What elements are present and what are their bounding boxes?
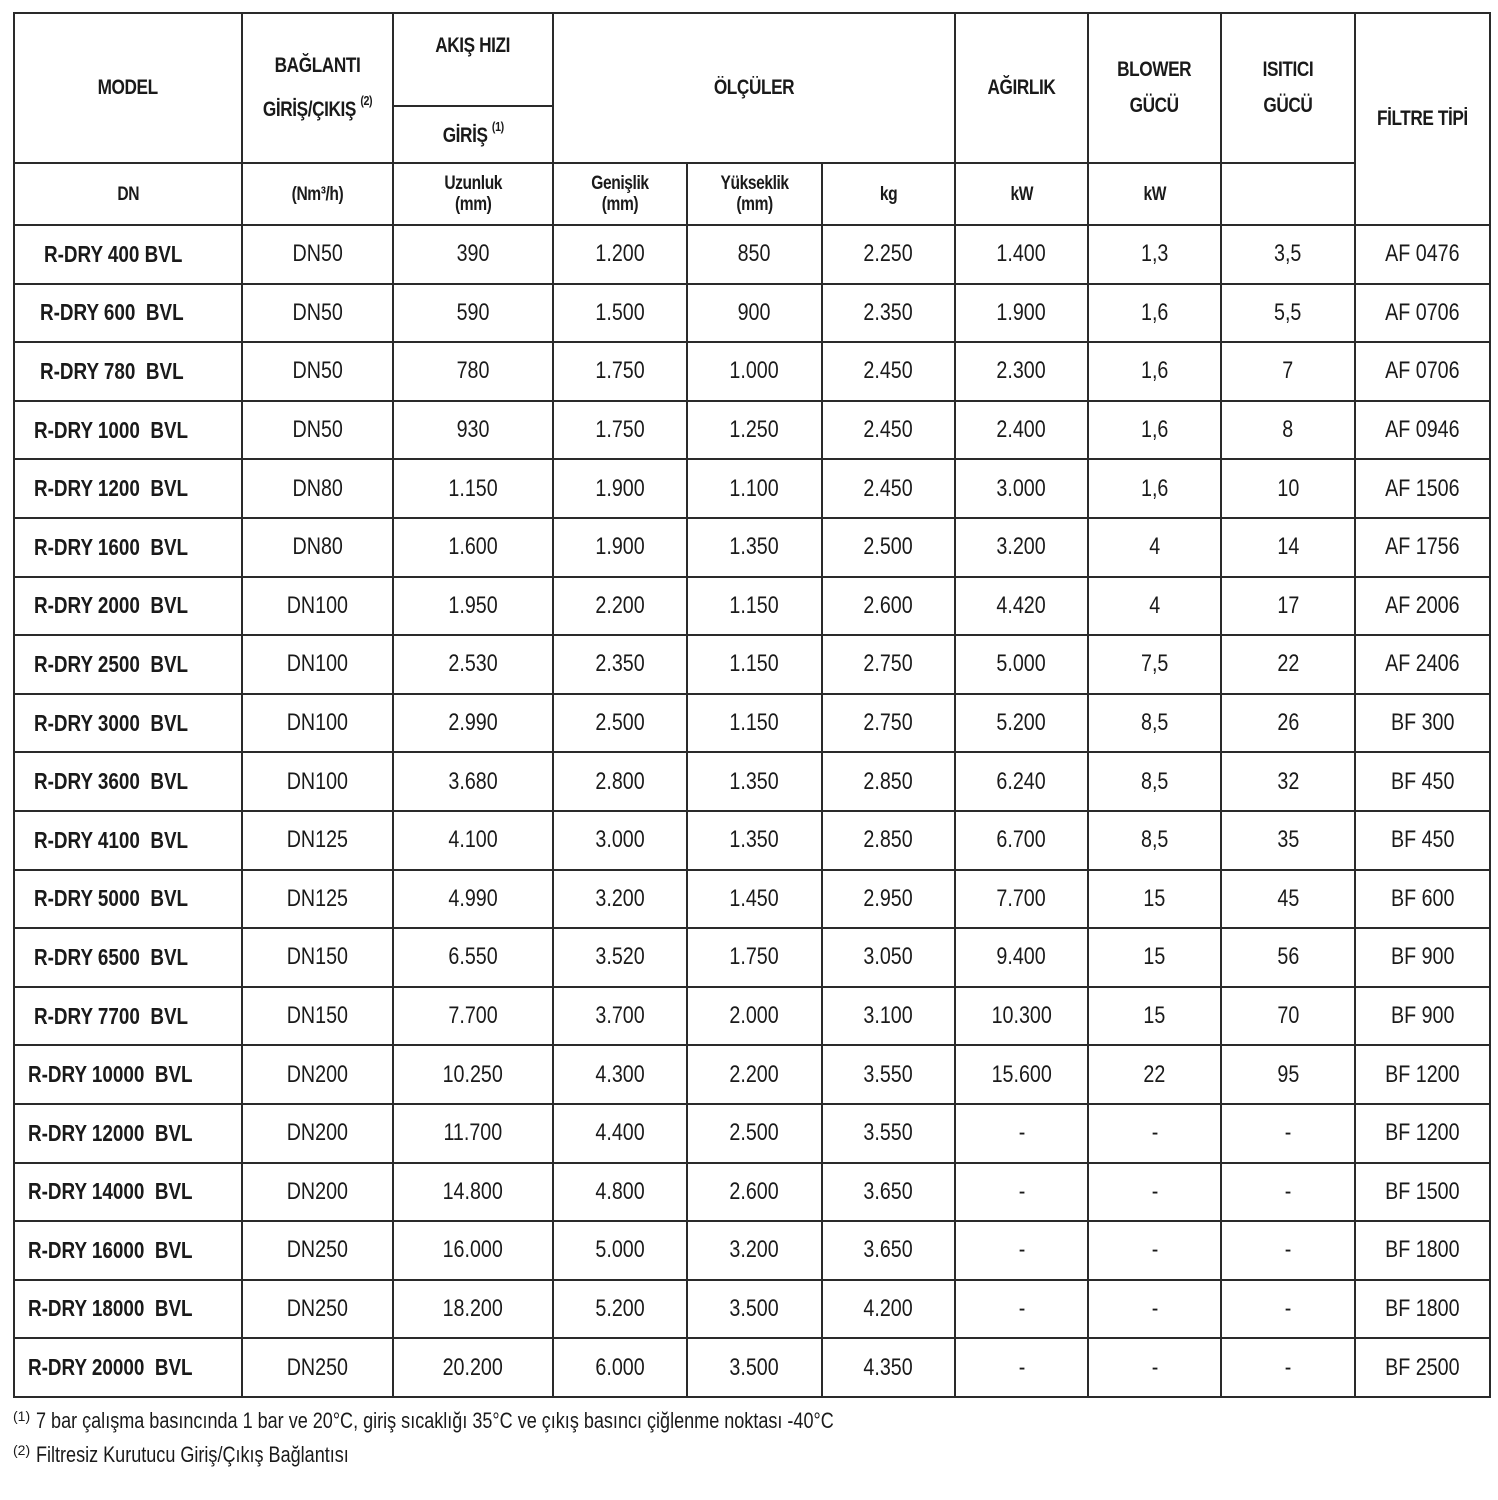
cell-model: R-DRY 1600 BVL	[14, 518, 242, 577]
cell-length: 1.900	[553, 459, 687, 518]
cell-flow-rate: 1.950	[393, 577, 553, 636]
cell-weight: 1.900	[955, 284, 1088, 343]
cell-heater-power: 70	[1221, 987, 1355, 1046]
cell-model: R-DRY 14000 BVL	[14, 1163, 242, 1222]
cell-connection: DN250	[242, 1221, 393, 1280]
cell-height: 3.650	[822, 1221, 955, 1280]
cell-model: R-DRY 4100 BVL	[14, 811, 242, 870]
cell-model: R-DRY 16000 BVL	[14, 1221, 242, 1280]
cell-heater-power: 8	[1221, 401, 1355, 460]
cell-filter-type: BF 450	[1355, 752, 1490, 811]
cell-height: 3.100	[822, 987, 955, 1046]
unit-height: Yükseklik (mm)	[687, 163, 822, 225]
cell-connection: DN100	[242, 635, 393, 694]
table-row	[14, 1221, 1490, 1280]
table-row	[14, 635, 1490, 694]
cell-width: 2.200	[687, 1045, 822, 1104]
footnote-2	[13, 1444, 1009, 1466]
cell-width: 1.150	[687, 635, 822, 694]
cell-width: 1.350	[687, 752, 822, 811]
table-row	[14, 284, 1490, 343]
cell-width: 2.600	[687, 1163, 822, 1222]
cell-model: R-DRY 600 BVL	[14, 284, 242, 343]
cell-length: 3.700	[553, 987, 687, 1046]
cell-blower-power: 15	[1088, 928, 1221, 987]
cell-blower-power: 4	[1088, 577, 1221, 636]
unit-heater: kW	[1088, 163, 1221, 225]
header-filter-type: FİLTRE TİPİ	[1355, 13, 1490, 225]
cell-model: R-DRY 6500 BVL	[14, 928, 242, 987]
cell-width: 1.450	[687, 870, 822, 929]
table-row	[14, 1163, 1490, 1222]
cell-blower-power: 1,6	[1088, 342, 1221, 401]
cell-flow-rate: 10.250	[393, 1045, 553, 1104]
cell-height: 3.550	[822, 1045, 955, 1104]
cell-blower-power: 1,6	[1088, 284, 1221, 343]
footnote-text: Filtresiz Kurutucu Giriş/Çıkış Bağlantısı	[36, 1442, 349, 1467]
cell-heater-power: -	[1221, 1104, 1355, 1163]
cell-height: 2.450	[822, 342, 955, 401]
cell-blower-power: 7,5	[1088, 635, 1221, 694]
cell-filter-type: BF 1200	[1355, 1104, 1490, 1163]
cell-weight: 15.600	[955, 1045, 1088, 1104]
cell-model: R-DRY 2500 BVL	[14, 635, 242, 694]
cell-heater-power: 14	[1221, 518, 1355, 577]
table-row	[14, 577, 1490, 636]
cell-filter-type: BF 450	[1355, 811, 1490, 870]
cell-heater-power: -	[1221, 1338, 1355, 1397]
cell-heater-power: 56	[1221, 928, 1355, 987]
table-row	[14, 1104, 1490, 1163]
cell-width: 1.350	[687, 518, 822, 577]
cell-filter-type: BF 300	[1355, 694, 1490, 753]
cell-length: 1.900	[553, 518, 687, 577]
cell-length: 2.500	[553, 694, 687, 753]
table-row	[14, 518, 1490, 577]
table-row	[14, 342, 1490, 401]
cell-flow-rate: 6.550	[393, 928, 553, 987]
cell-model: R-DRY 1200 BVL	[14, 459, 242, 518]
cell-width: 2.000	[687, 987, 822, 1046]
table-row	[14, 987, 1490, 1046]
cell-height: 2.500	[822, 518, 955, 577]
cell-length: 5.200	[553, 1280, 687, 1339]
cell-connection: DN250	[242, 1338, 393, 1397]
table-row	[14, 694, 1490, 753]
cell-heater-power: -	[1221, 1280, 1355, 1339]
footnotes	[13, 1410, 1009, 1478]
cell-weight: 2.400	[955, 401, 1088, 460]
cell-width: 3.200	[687, 1221, 822, 1280]
cell-connection: DN50	[242, 401, 393, 460]
cell-flow-rate: 18.200	[393, 1280, 553, 1339]
cell-heater-power: 45	[1221, 870, 1355, 929]
cell-length: 2.350	[553, 635, 687, 694]
cell-weight: 3.200	[955, 518, 1088, 577]
cell-length: 1.750	[553, 401, 687, 460]
cell-height: 2.850	[822, 752, 955, 811]
cell-weight: 4.420	[955, 577, 1088, 636]
cell-width: 1.000	[687, 342, 822, 401]
cell-weight: 5.200	[955, 694, 1088, 753]
table-row	[14, 752, 1490, 811]
cell-blower-power: 8,5	[1088, 752, 1221, 811]
cell-height: 2.450	[822, 401, 955, 460]
cell-width: 2.500	[687, 1104, 822, 1163]
cell-length: 2.800	[553, 752, 687, 811]
table-row	[14, 1045, 1490, 1104]
cell-blower-power: 8,5	[1088, 811, 1221, 870]
cell-height: 2.750	[822, 694, 955, 753]
cell-height: 4.200	[822, 1280, 955, 1339]
cell-heater-power: 26	[1221, 694, 1355, 753]
cell-height: 3.650	[822, 1163, 955, 1222]
cell-width: 3.500	[687, 1280, 822, 1339]
cell-blower-power: 4	[1088, 518, 1221, 577]
cell-connection: DN125	[242, 811, 393, 870]
cell-width: 850	[687, 225, 822, 284]
cell-filter-type: BF 900	[1355, 987, 1490, 1046]
cell-filter-type: AF 1756	[1355, 518, 1490, 577]
cell-model: R-DRY 12000 BVL	[14, 1104, 242, 1163]
cell-connection: DN200	[242, 1163, 393, 1222]
cell-flow-rate: 2.990	[393, 694, 553, 753]
cell-flow-rate: 930	[393, 401, 553, 460]
cell-weight: 6.240	[955, 752, 1088, 811]
cell-height: 2.950	[822, 870, 955, 929]
cell-length: 5.000	[553, 1221, 687, 1280]
unit-blower: kW	[955, 163, 1088, 225]
cell-flow-rate: 20.200	[393, 1338, 553, 1397]
cell-filter-type: AF 0706	[1355, 342, 1490, 401]
cell-filter-type: AF 0706	[1355, 284, 1490, 343]
cell-width: 1.750	[687, 928, 822, 987]
cell-length: 3.200	[553, 870, 687, 929]
cell-flow-rate: 4.100	[393, 811, 553, 870]
cell-connection: DN80	[242, 518, 393, 577]
cell-width: 1.350	[687, 811, 822, 870]
cell-model: R-DRY 10000 BVL	[14, 1045, 242, 1104]
cell-filter-type: BF 1200	[1355, 1045, 1490, 1104]
table-header	[14, 13, 1490, 225]
cell-weight: 6.700	[955, 811, 1088, 870]
table-body	[14, 225, 1490, 1397]
table-row	[14, 459, 1490, 518]
header-weight: AĞIRLIK	[955, 13, 1088, 163]
cell-blower-power: -	[1088, 1338, 1221, 1397]
cell-width: 1.150	[687, 577, 822, 636]
cell-connection: DN150	[242, 987, 393, 1046]
cell-model: R-DRY 780 BVL	[14, 342, 242, 401]
cell-model: R-DRY 18000 BVL	[14, 1280, 242, 1339]
footnote-mark: (2)	[13, 1442, 31, 1458]
cell-filter-type: AF 1506	[1355, 459, 1490, 518]
cell-model: R-DRY 5000 BVL	[14, 870, 242, 929]
cell-model: R-DRY 7700 BVL	[14, 987, 242, 1046]
cell-weight: 5.000	[955, 635, 1088, 694]
unit-connection: DN	[14, 163, 242, 225]
cell-width: 900	[687, 284, 822, 343]
cell-connection: DN80	[242, 459, 393, 518]
footnote-mark: (1)	[13, 1408, 31, 1424]
header-heater-power: ISITICI GÜCÜ	[1221, 13, 1355, 163]
cell-filter-type: BF 1800	[1355, 1221, 1490, 1280]
cell-height: 2.600	[822, 577, 955, 636]
cell-blower-power: 8,5	[1088, 694, 1221, 753]
cell-height: 2.350	[822, 284, 955, 343]
cell-height: 2.250	[822, 225, 955, 284]
cell-blower-power: 1,3	[1088, 225, 1221, 284]
cell-connection: DN100	[242, 577, 393, 636]
cell-heater-power: 10	[1221, 459, 1355, 518]
footnote-text: 7 bar çalışma basıncında 1 bar ve 20°C, giriş sıcaklığı 35°C ve çıkış basıncı çiğlenme noktası -40°C	[36, 1408, 834, 1433]
cell-model: R-DRY 1000 BVL	[14, 401, 242, 460]
cell-filter-type: AF 0476	[1355, 225, 1490, 284]
cell-heater-power: 35	[1221, 811, 1355, 870]
cell-weight: 3.000	[955, 459, 1088, 518]
cell-flow-rate: 7.700	[393, 987, 553, 1046]
cell-flow-rate: 1.600	[393, 518, 553, 577]
cell-length: 3.520	[553, 928, 687, 987]
cell-blower-power: -	[1088, 1221, 1221, 1280]
cell-width: 1.250	[687, 401, 822, 460]
cell-weight: -	[955, 1221, 1088, 1280]
cell-height: 2.850	[822, 811, 955, 870]
cell-connection: DN50	[242, 342, 393, 401]
cell-height: 4.350	[822, 1338, 955, 1397]
cell-flow-rate: 2.530	[393, 635, 553, 694]
cell-filter-type: AF 2006	[1355, 577, 1490, 636]
cell-blower-power: 15	[1088, 987, 1221, 1046]
cell-filter-type: BF 900	[1355, 928, 1490, 987]
cell-weight: 2.300	[955, 342, 1088, 401]
unit-flow: (Nm³/h)	[242, 163, 393, 225]
table-row	[14, 1338, 1490, 1397]
cell-flow-rate: 11.700	[393, 1104, 553, 1163]
cell-height: 2.750	[822, 635, 955, 694]
cell-heater-power: 5,5	[1221, 284, 1355, 343]
cell-blower-power: 15	[1088, 870, 1221, 929]
cell-weight: 9.400	[955, 928, 1088, 987]
cell-heater-power: 95	[1221, 1045, 1355, 1104]
cell-connection: DN50	[242, 225, 393, 284]
cell-filter-type: BF 600	[1355, 870, 1490, 929]
cell-heater-power: 22	[1221, 635, 1355, 694]
cell-flow-rate: 390	[393, 225, 553, 284]
cell-width: 3.500	[687, 1338, 822, 1397]
table-row	[14, 401, 1490, 460]
cell-blower-power: -	[1088, 1163, 1221, 1222]
header-connection: BAĞLANTI GİRİŞ/ÇIKIŞ $^{(2)}$	[242, 13, 393, 163]
cell-flow-rate: 16.000	[393, 1221, 553, 1280]
table-row	[14, 1280, 1490, 1339]
header-flow: AKIŞ HIZI	[393, 13, 553, 106]
cell-model: R-DRY 20000 BVL	[14, 1338, 242, 1397]
spec-sheet	[13, 12, 1489, 1398]
cell-connection: DN200	[242, 1104, 393, 1163]
unit-length: Uzunluk (mm)	[393, 163, 553, 225]
cell-weight: -	[955, 1163, 1088, 1222]
cell-heater-power: -	[1221, 1221, 1355, 1280]
cell-length: 1.200	[553, 225, 687, 284]
cell-flow-rate: 1.150	[393, 459, 553, 518]
table-row	[14, 870, 1490, 929]
cell-length: 4.800	[553, 1163, 687, 1222]
cell-flow-rate: 4.990	[393, 870, 553, 929]
cell-length: 4.300	[553, 1045, 687, 1104]
unit-weight: kg	[822, 163, 955, 225]
cell-model: R-DRY 3000 BVL	[14, 694, 242, 753]
cell-filter-type: BF 1800	[1355, 1280, 1490, 1339]
cell-heater-power: 17	[1221, 577, 1355, 636]
cell-weight: -	[955, 1280, 1088, 1339]
cell-weight: 10.300	[955, 987, 1088, 1046]
cell-filter-type: BF 2500	[1355, 1338, 1490, 1397]
cell-flow-rate: 14.800	[393, 1163, 553, 1222]
cell-weight: 7.700	[955, 870, 1088, 929]
cell-length: 1.500	[553, 284, 687, 343]
cell-heater-power: -	[1221, 1163, 1355, 1222]
cell-length: 6.000	[553, 1338, 687, 1397]
cell-model: R-DRY 3600 BVL	[14, 752, 242, 811]
cell-blower-power: 1,6	[1088, 401, 1221, 460]
cell-heater-power: 7	[1221, 342, 1355, 401]
cell-height: 2.450	[822, 459, 955, 518]
cell-connection: DN200	[242, 1045, 393, 1104]
cell-length: 2.200	[553, 577, 687, 636]
cell-connection: DN100	[242, 694, 393, 753]
cell-heater-power: 3,5	[1221, 225, 1355, 284]
header-flow-inlet: GİRİŞ $^{(1)}$	[393, 106, 553, 163]
cell-height: 3.550	[822, 1104, 955, 1163]
cell-length: 4.400	[553, 1104, 687, 1163]
cell-length: 1.750	[553, 342, 687, 401]
header-blower-power: BLOWER GÜCÜ	[1088, 13, 1221, 163]
table-row	[14, 225, 1490, 284]
cell-flow-rate: 780	[393, 342, 553, 401]
cell-length: 3.000	[553, 811, 687, 870]
cell-flow-rate: 590	[393, 284, 553, 343]
footnote-1	[13, 1410, 1009, 1432]
cell-flow-rate: 3.680	[393, 752, 553, 811]
cell-filter-type: AF 0946	[1355, 401, 1490, 460]
table-row	[14, 928, 1490, 987]
cell-filter-type: AF 2406	[1355, 635, 1490, 694]
header-dimensions: ÖLÇÜLER	[553, 13, 955, 163]
cell-connection: DN125	[242, 870, 393, 929]
header-model: MODEL	[14, 13, 242, 163]
product-spec-table	[13, 12, 1491, 1398]
cell-model: R-DRY 400 BVL	[14, 225, 242, 284]
cell-weight: -	[955, 1104, 1088, 1163]
cell-filter-type: BF 1500	[1355, 1163, 1490, 1222]
cell-blower-power: 22	[1088, 1045, 1221, 1104]
cell-height: 3.050	[822, 928, 955, 987]
cell-connection: DN100	[242, 752, 393, 811]
cell-width: 1.150	[687, 694, 822, 753]
cell-blower-power: -	[1088, 1280, 1221, 1339]
cell-width: 1.100	[687, 459, 822, 518]
cell-connection: DN150	[242, 928, 393, 987]
cell-weight: -	[955, 1338, 1088, 1397]
unit-width: Genişlik (mm)	[553, 163, 687, 225]
cell-model: R-DRY 2000 BVL	[14, 577, 242, 636]
cell-heater-power: 32	[1221, 752, 1355, 811]
cell-blower-power: 1,6	[1088, 459, 1221, 518]
cell-blower-power: -	[1088, 1104, 1221, 1163]
cell-weight: 1.400	[955, 225, 1088, 284]
table-row	[14, 811, 1490, 870]
cell-connection: DN250	[242, 1280, 393, 1339]
cell-connection: DN50	[242, 284, 393, 343]
